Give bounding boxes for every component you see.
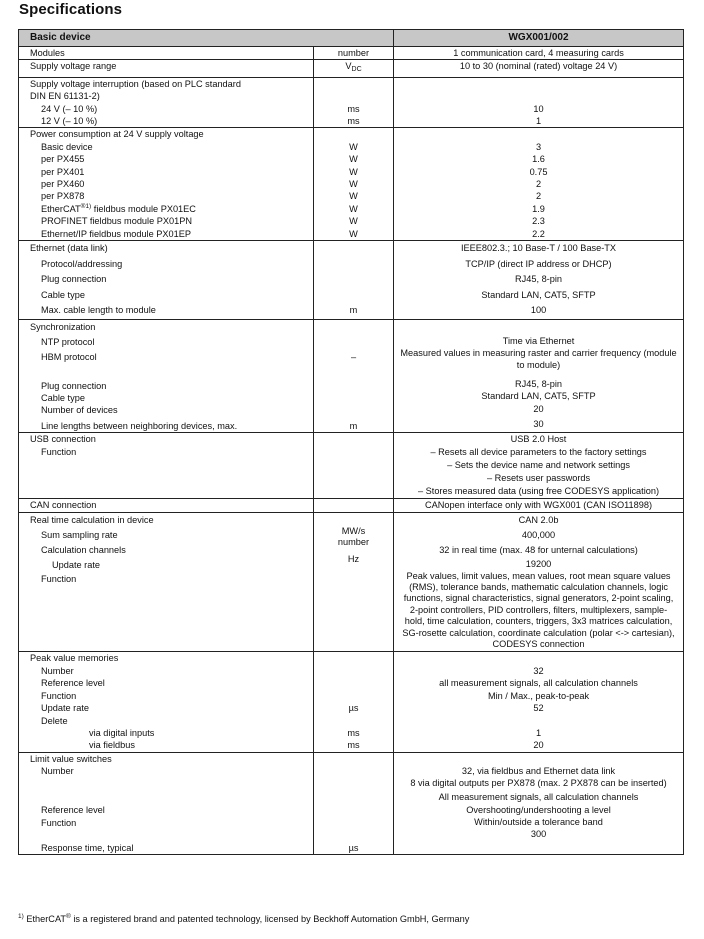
group-label: Synchronization <box>30 321 96 332</box>
table-row-power <box>19 128 684 241</box>
row-label: Update rate <box>41 703 90 714</box>
row-value: 52 <box>533 703 544 714</box>
row-label: Function <box>41 573 77 584</box>
row-unit: W <box>349 154 358 165</box>
row-value: 20 <box>533 403 544 414</box>
row-label: CAN connection <box>30 500 97 511</box>
row-unit: m <box>349 420 358 431</box>
row-value: all measurement signals, all calculation channels <box>439 678 638 689</box>
row-value: 1.9 <box>532 203 545 214</box>
usb-function-item: – Sets the device name and network settings <box>447 460 630 471</box>
row-label: per PX460 <box>41 179 85 190</box>
row-value: RJ45, 8-pin <box>515 274 562 285</box>
row-value: 2.2 <box>532 228 545 239</box>
row-value: Min / Max., peak-to-peak <box>487 690 590 701</box>
footnote-brand: EtherCAT <box>26 914 66 924</box>
row-label: Sum sampling rate <box>41 529 118 540</box>
row-label: per PX455 <box>41 154 85 165</box>
table-row-realtime <box>19 512 684 652</box>
row-label: via digital inputs <box>89 727 155 738</box>
row-value: 300 <box>530 829 547 840</box>
row-value: 2 <box>535 179 542 190</box>
row-unit: – <box>350 351 357 362</box>
row-unit <box>314 272 393 288</box>
row-label: Cable type <box>41 289 85 300</box>
table-row-usb <box>19 433 684 499</box>
group-label: USB connection <box>30 434 96 445</box>
row-value: TCP/IP (direct IP address or DHCP) <box>465 258 612 269</box>
registered-mark: ® <box>66 913 71 920</box>
row-unit: W <box>349 203 358 214</box>
footnote-mark: 1) <box>18 913 24 920</box>
function-description: Peak values, limit values, mean values, root mean square values (RMS), tolerance bands, mathematic calculation channels, logic functions, signal characteristics, signal generators, 2-point scaling, 2-point controllers, PID controllers, filters, multiplexers, sample-hold, time calculation, counters, triggers, 3x3 matrices calculation, SG-rosette calculation, coordinate calculation (polar <-> cartesian), CODESYS connection <box>402 570 675 650</box>
row-value: 20 <box>533 740 544 751</box>
row-unit: ms <box>347 103 360 114</box>
row-label: NTP protocol <box>41 336 95 347</box>
row-value: 30 <box>533 419 544 430</box>
row-label: Protocol/addressing <box>41 258 123 269</box>
row-value: 0.75 <box>529 166 548 177</box>
label-text: fieldbus module PX01EC <box>91 203 196 214</box>
row-value: IEEE802.3.; 10 Base-T / 100 Base-TX <box>460 243 617 254</box>
row-label: Basic device <box>41 141 93 152</box>
row-unit: m <box>349 305 358 316</box>
unit-main: V <box>345 61 352 72</box>
row-unit <box>314 60 393 76</box>
row-label: Supply voltage range <box>30 61 117 72</box>
row-value: 32 <box>533 665 544 676</box>
row-label: Number <box>41 665 74 676</box>
row-value: 400,000 <box>521 529 556 540</box>
footnote <box>18 914 469 924</box>
row-value: USB 2.0 Host <box>510 434 567 445</box>
row-label: HBM protocol <box>41 351 97 362</box>
row-label: Ethernet/IP fieldbus module PX01EP <box>41 228 191 239</box>
row-unit: µs <box>348 703 359 714</box>
row-value: Standard LAN, CAT5, SFTP <box>481 391 596 402</box>
row-unit: ms <box>347 727 360 738</box>
row-value: 1 communication card, 4 measuring cards <box>453 48 624 58</box>
row-unit: ms <box>347 116 360 127</box>
row-unit: W <box>349 166 358 177</box>
row-unit: W <box>349 228 358 239</box>
row-label: PROFINET fieldbus module PX01PN <box>41 216 192 227</box>
row-value: 8 via digital outputs per PX878 (max. 2 PX878 can be inserted) <box>410 777 667 788</box>
row-unit: µs <box>348 842 359 853</box>
row-label: Function <box>41 817 77 828</box>
table-row-modules <box>19 47 684 60</box>
group-label: Peak value memories <box>30 653 119 664</box>
row-value: 1 <box>535 727 542 738</box>
row-value: All measurement signals, all calculation channels <box>438 792 639 803</box>
row-label: Plug connection <box>41 380 107 391</box>
row-unit <box>314 288 393 304</box>
row-value: 100 <box>530 305 547 316</box>
table-row-ethernet <box>19 241 684 320</box>
table-row-supply-range <box>19 60 684 77</box>
row-unit: W <box>349 216 358 227</box>
specifications-table <box>18 29 684 855</box>
row-label: Calculation channels <box>41 544 126 555</box>
row-label: Line lengths between neighboring devices, max. <box>41 420 238 431</box>
row-value: RJ45, 8-pin <box>515 378 562 389</box>
row-value: 19200 <box>525 558 552 569</box>
row-value: 10 <box>533 103 544 114</box>
row-label <box>19 203 313 215</box>
row-label: Update rate <box>52 559 101 570</box>
row-value: 1 <box>535 116 542 127</box>
row-value: CAN 2.0b <box>518 514 559 525</box>
row-unit: W <box>349 179 358 190</box>
footnote-text: is a registered brand and patented technology, licensed by Beckhoff Automation GmbH, Germany <box>70 914 470 924</box>
usb-function-item: – Stores measured data (using free CODESYS application) <box>417 486 660 497</box>
row-label: Function <box>41 446 77 457</box>
row-unit: W <box>349 191 358 202</box>
group-label: Power consumption at 24 V supply voltage <box>30 129 204 140</box>
row-unit: MW/s <box>341 525 366 536</box>
row-value: Standard LAN, CAT5, SFTP <box>481 289 596 300</box>
row-label: per PX401 <box>41 166 85 177</box>
row-value: 2.3 <box>532 216 545 227</box>
row-value: CANopen interface only with WGX001 (CAN ISO11898) <box>424 500 653 511</box>
row-value: Measured values in measuring raster and carrier frequency (module to module) <box>400 348 677 371</box>
row-value: 2 <box>535 191 542 202</box>
row-label: Cable type <box>41 393 85 403</box>
row-value: 3 <box>535 141 542 152</box>
group-label: Ethernet (data link) <box>30 243 108 254</box>
row-label: per PX878 <box>41 191 85 202</box>
usb-function-item: – Resets user passwords <box>486 473 591 484</box>
row-label: Response time, typical <box>41 842 134 853</box>
row-label: Modules <box>30 48 65 58</box>
row-label: Reference level <box>41 805 105 816</box>
table-row-can <box>19 499 684 512</box>
header-value: WGX001/002 <box>394 30 684 47</box>
row-label: Reference level <box>41 678 105 689</box>
row-value: 1.6 <box>532 154 545 165</box>
row-value: Within/outside a tolerance band <box>474 816 603 827</box>
row-unit: number <box>337 536 370 547</box>
row-unit: ms <box>347 740 360 751</box>
row-unit: number <box>337 48 370 58</box>
group-label: Real time calculation in device <box>30 514 154 525</box>
row-value: 10 to 30 (nominal (rated) voltage 24 V) <box>459 61 618 72</box>
table-row-synchronization <box>19 319 684 433</box>
row-unit <box>314 257 393 273</box>
row-label: Number of devices <box>41 405 118 416</box>
registered-mark: ®1) <box>80 202 92 210</box>
page-title: Specifications <box>19 1 123 18</box>
group-label: Supply voltage interruption (based on PLC standard DIN EN 61131-2) <box>30 78 241 102</box>
row-unit: Hz <box>347 553 360 564</box>
row-value: Overshooting/undershooting a level <box>466 804 611 815</box>
row-label: Function <box>41 690 77 701</box>
table-row-peak-memories <box>19 652 684 752</box>
row-label: Plug connection <box>41 274 107 285</box>
row-value: 32 in real time (max. 48 for unternal calculations) <box>439 544 638 555</box>
row-value: 32, via fieldbus and Ethernet data link <box>461 766 616 777</box>
row-value: Time via Ethernet <box>502 335 575 346</box>
ethercat-text: EtherCAT <box>41 203 81 214</box>
table-row-supply-interruption <box>19 77 684 128</box>
row-label: Delete <box>41 715 68 726</box>
header-label: Basic device <box>19 30 394 47</box>
row-label: Number <box>41 766 74 777</box>
table-row-limit-switches <box>19 752 684 854</box>
row-unit: W <box>349 141 358 152</box>
row-label: 24 V (– 10 %) <box>41 103 98 114</box>
row-label: via fieldbus <box>89 740 135 751</box>
row-label: 12 V (– 10 %) <box>41 116 98 127</box>
unit-sub: DC <box>351 66 362 74</box>
row-label: Max. cable length to module <box>41 305 156 316</box>
group-label: Limit value switches <box>30 753 112 764</box>
usb-function-item: – Resets all device parameters to the factory settings <box>430 447 647 458</box>
table-header-row <box>19 30 684 47</box>
